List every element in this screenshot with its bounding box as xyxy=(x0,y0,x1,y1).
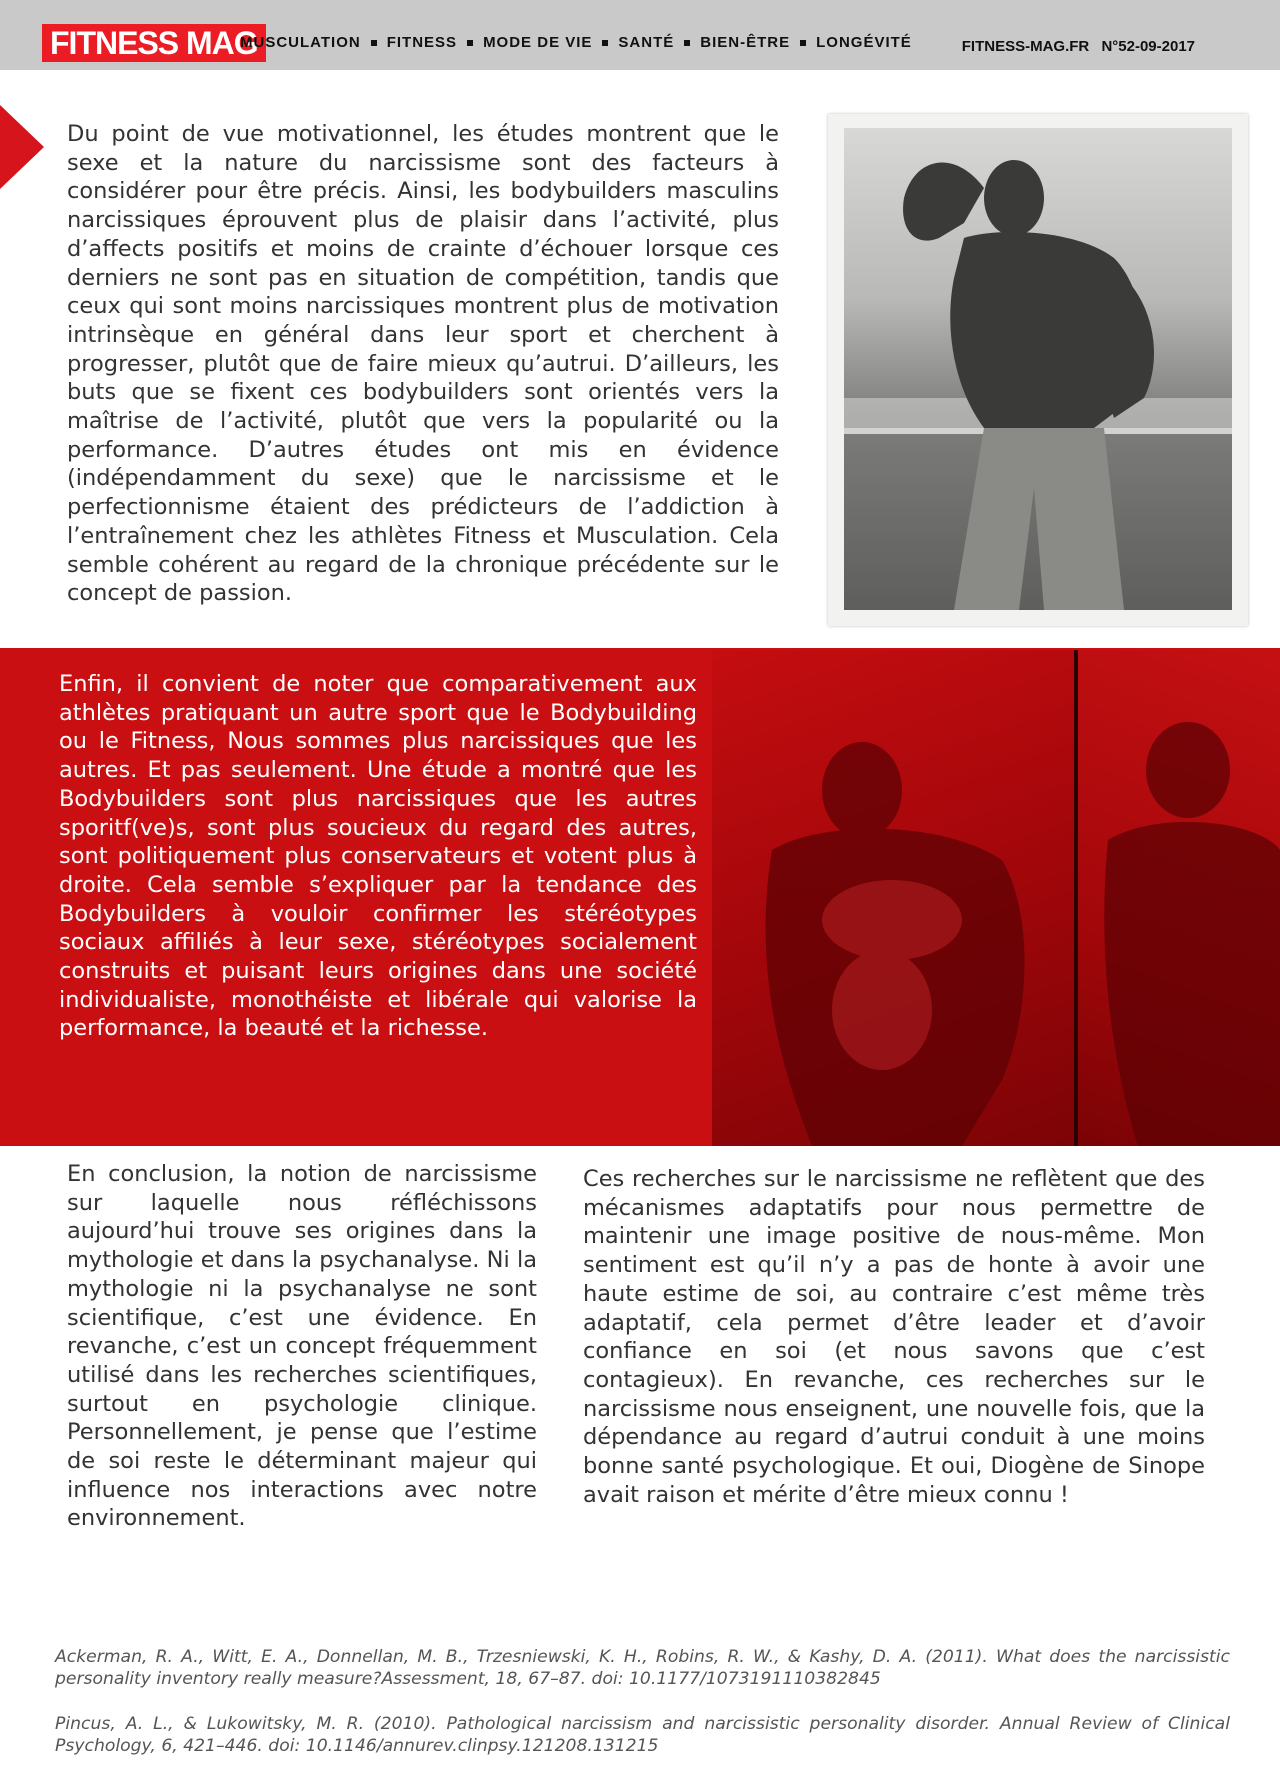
vintage-bodybuilder-photo xyxy=(828,114,1248,626)
nav-separator xyxy=(371,40,377,46)
nav-separator xyxy=(684,40,690,46)
nav-item-bien-etre[interactable]: BIEN-ÊTRE xyxy=(700,34,791,51)
nav-item-musculation[interactable]: MUSCULATION xyxy=(240,34,361,51)
nav-separator xyxy=(602,40,608,46)
bodybuilder-silhouette-figure xyxy=(844,128,1232,610)
article-paragraph-1: Du point de vue motivationnel, les études montrent que le sexe et la nature du narcissisme sont des facteurs à considérer pour être précis. Ainsi, les bodybuilders masculins narcissiques éprouvent plus de plaisir dans l’activité, plus d’affects positifs et moins de crainte d’échouer lorsque ces derniers ne sont pas en situation de compétition, tandis que ceux qui sont moins narcissiques montrent plus de motivation intrinsèque en général dans leur sport et cherchent à progresser, plutôt que de faire mieux qu’autrui. D’ailleurs, les buts que se fixent ces bodybuilders sont orientés vers la maîtrise de l’activité, plutôt que vers la popularité ou la performance. D’autres études ont mis en évidence (indépendamment du sexe) que le narcissisme et le perfectionnisme étaient des prédicteurs de l’addiction à l’entraînement chez les athlètes Fitness et Musculation. Cela semble cohérent au regard de la chronique précédente sur le concept de passion. xyxy=(67,121,779,607)
references-section xyxy=(55,1646,1230,1780)
mirror-reflection-figure xyxy=(1078,650,1280,1146)
photo-panel-right xyxy=(1078,650,1280,1146)
nav-item-mode-de-vie[interactable]: MODE DE VIE xyxy=(483,34,593,51)
nav-item-fitness[interactable]: FITNESS xyxy=(386,34,458,51)
section-arrow-marker xyxy=(0,105,44,189)
page-header xyxy=(0,0,1280,70)
brand-logo[interactable]: FITNESS MAG xyxy=(42,24,266,62)
nav-item-longevite[interactable]: LONGÉVITÉ xyxy=(816,34,912,51)
issue-info xyxy=(962,38,1195,55)
top-nav xyxy=(240,34,912,51)
site-url[interactable]: FITNESS-MAG.FR xyxy=(961,38,1090,55)
bodybuilder-figure xyxy=(712,650,1074,1146)
mirror-bodybuilder-photo xyxy=(712,650,1280,1146)
reference-item: Ackerman, R. A., Witt, E. A., Donnellan, M. B., Trzesniewski, K. H., Robins, R. W., & Kashy, D. A. (2011). What does the narcissistic personality inventory really measure?Assessment, 18, 67–87. doi: 10.1177/1073191110382845 xyxy=(55,1647,1230,1689)
article-paragraph-4: Ces recherches sur le narcissisme ne reflètent que des mécanismes adaptatifs pour nous permettre de maintenir une image positive de nous-même. Mon sentiment est qu’il n’y a pas de honte à avoir une haute estime de soi, au contraire c’est même très adaptatif, cela permet d’être leader et d’avoir confiance en soi (et nous savons que c’est contagieux). En revanche, ces recherches sur le narcissisme nous enseignent, une nouvelle fois, que la dépendance au regard d’autrui conduit à une moins bonne santé psychologique. Et oui, Diogène de Sinope avait raison et mérite d’être mieux connu ! xyxy=(583,1166,1205,1508)
issue-number: N°52-09-2017 xyxy=(1101,38,1195,55)
nav-item-sante[interactable]: SANTÉ xyxy=(618,34,675,51)
reference-item: Pincus, A. L., & Lukowitsky, M. R. (2010). Pathological narcissism and narcissistic personality disorder. Annual Review of Clinical Psychology, 6, 421–446. doi: 10.1146/annurev.clinpsy.121208.131215 xyxy=(55,1714,1230,1756)
article-paragraph-2: Enfin, il convient de noter que comparativement aux athlètes pratiquant un autre sport que le Bodybuilding ou le Fitness, Nous sommes plus narcissiques que les autres. Et pas seulement. Une étude a montré que les Bodybuilders sont plus narcissiques que les autres sporitf(ve)s, sont plus soucieux du regard des autres, sont politiquement plus conservateurs et votent plus à droite. Cela semble s’expliquer par la tendance des Bodybuilders à vouloir confirmer les stéréotypes sociaux affiliés à leur sexe, stéréotypes socialement construits et puisant leurs origines dans une société individualiste, monothéiste et libérale qui valorise la performance, la beauté et la richesse. xyxy=(59,671,697,1042)
article-paragraph-3: En conclusion, la notion de narcissisme sur laquelle nous réfléchissons aujourd’hui trouve ses origines dans la mythologie et dans la psychanalyse. Ni la mythologie ni la psychanalyse ne sont scientifique, c’est une évidence. En revanche, c’est un concept fréquemment utilisé dans les recherches scientifiques, surtout en psychologie clinique. Personnellement, je pense que l’estime de soi reste le déterminant majeur qui influence nos interactions avec notre environnement. xyxy=(67,1161,537,1532)
nav-separator xyxy=(800,40,806,46)
nav-separator xyxy=(467,40,473,46)
photo-panel-left xyxy=(712,650,1074,1146)
photo-content xyxy=(844,128,1232,610)
